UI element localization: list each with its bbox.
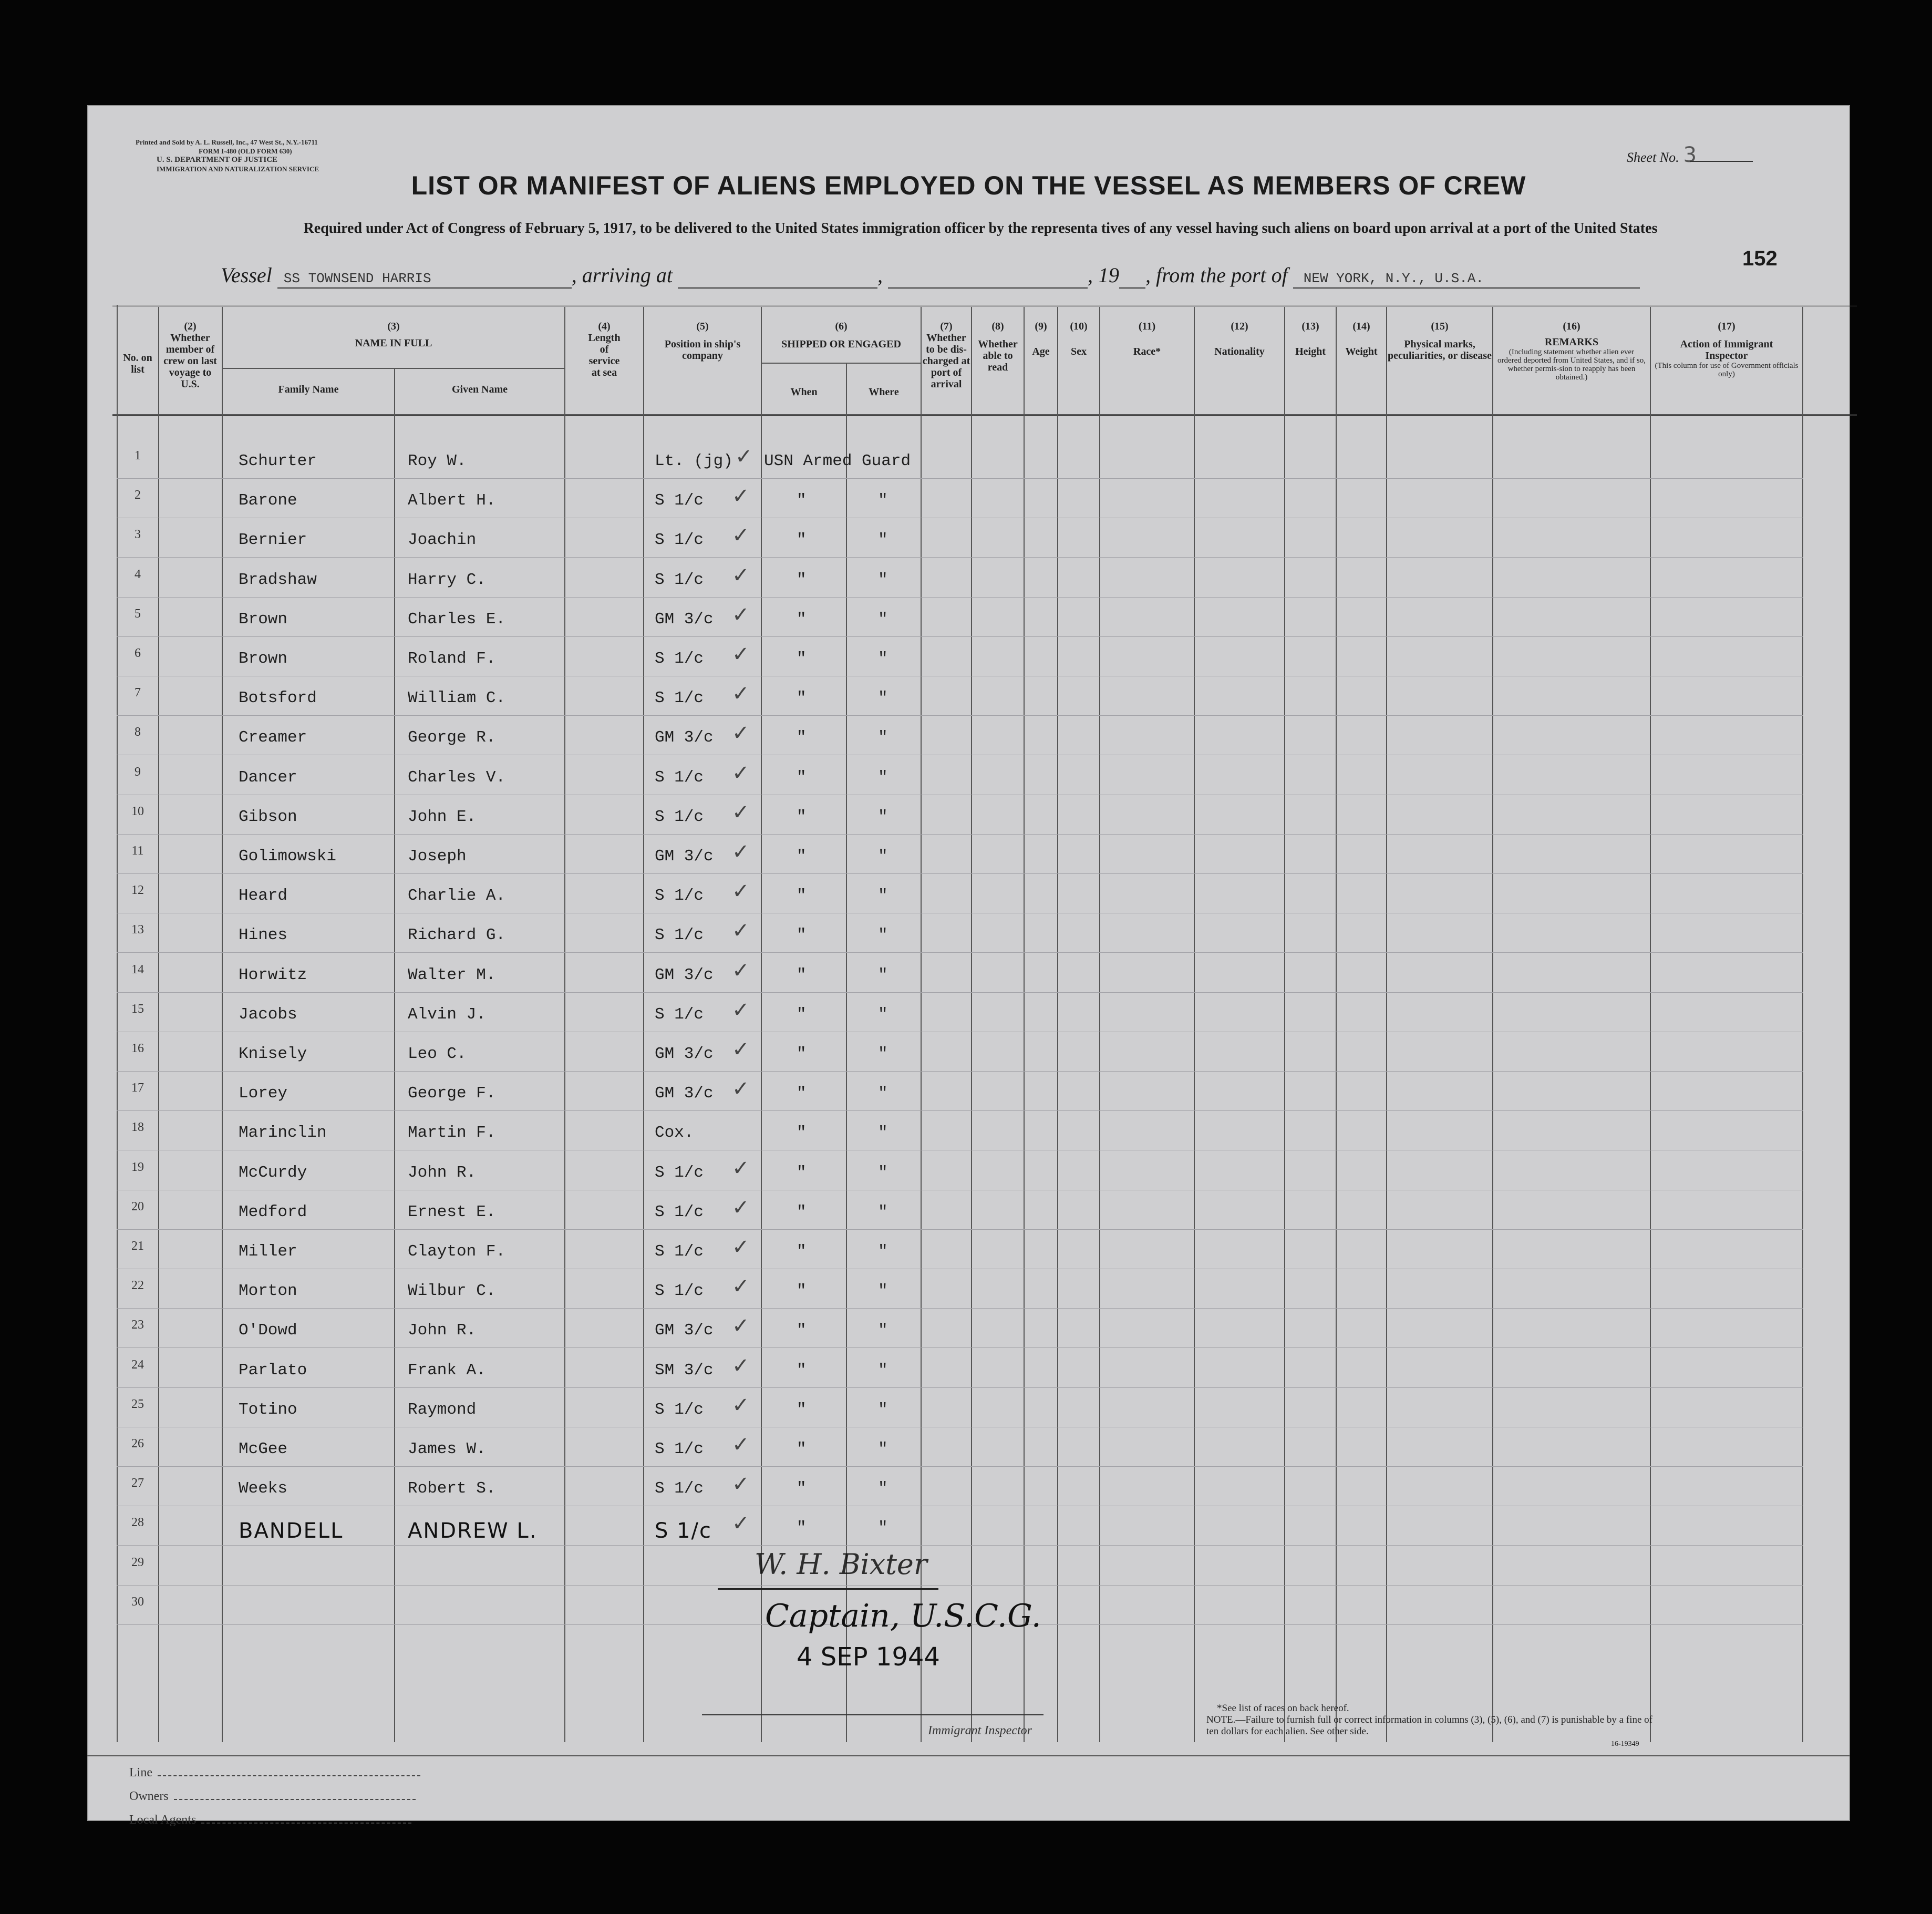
officer-signature: W. H. Bixter	[755, 1548, 927, 1581]
position: S 1/c	[655, 926, 704, 945]
check-mark-icon: ✓	[732, 760, 750, 785]
given-name: Alvin J.	[408, 1005, 486, 1024]
position: S 1/c	[655, 1163, 704, 1182]
when-shipped: "	[797, 1045, 807, 1063]
when-shipped: "	[797, 1124, 807, 1143]
printer-imprint: Printed and Sold by A. L. Russell, Inc., 47 West St., N.Y.-16711 FORM I-480 (OLD FORM 630) U. S. DEPARTMENT OF JUSTICE IMMIGRATION AND NATURALIZATION SERVICE	[136, 138, 319, 173]
position: GM 3/c	[655, 847, 714, 866]
col-able-read: (8) Whether able to read	[978, 321, 1018, 373]
when-shipped: "	[797, 1440, 807, 1458]
where-shipped: "	[878, 1005, 888, 1024]
list-number: 2	[135, 488, 141, 502]
position: S 1/c	[655, 1242, 704, 1261]
position: GM 3/c	[655, 610, 714, 629]
col-given-name: Given Name	[451, 384, 508, 395]
given-name: James W.	[408, 1440, 486, 1458]
given-name: Walter M.	[408, 965, 496, 984]
position: S 1/c	[655, 1202, 704, 1221]
position: S 1/c	[655, 768, 704, 787]
given-name: Robert S.	[408, 1479, 496, 1498]
position: S 1/c	[655, 1440, 704, 1458]
check-mark-icon: ✓	[732, 997, 750, 1022]
col-remarks: (16) REMARKS (Including statement whether alien ever ordered deported from United States, and if so, whether permis-sion to reapply has been obtained.)	[1497, 321, 1646, 382]
where-shipped: "	[878, 1440, 888, 1458]
vessel-line: Vessel SS TOWNSEND HARRIS , arriving at , , 19 , from the port of NEW YORK, N.Y., U.S.A.	[221, 263, 1640, 294]
position: Lt. (jg)	[655, 452, 733, 470]
where-shipped: "	[878, 847, 888, 866]
family-name: Totino	[239, 1400, 297, 1419]
family-name: Brown	[239, 610, 288, 629]
check-mark-icon: ✓	[732, 1235, 750, 1259]
family-name: McGee	[239, 1440, 288, 1458]
family-name: Gibson	[239, 807, 297, 826]
when-shipped: "	[797, 1084, 807, 1103]
family-name: Jacobs	[239, 1005, 297, 1024]
when-shipped: "	[797, 1321, 807, 1340]
given-name: Leo C.	[408, 1045, 467, 1063]
when-shipped: "	[797, 1361, 807, 1380]
where-shipped: "	[878, 689, 888, 708]
col-inspector-action: (17) Action of Immigrant Inspector (This column for use of Government officials only)	[1655, 321, 1799, 378]
check-mark-icon: ✓	[732, 1511, 750, 1536]
position: S 1/c	[655, 1282, 704, 1301]
list-number: 18	[131, 1120, 144, 1135]
given-name: Raymond	[408, 1400, 477, 1419]
check-mark-icon: ✓	[732, 1195, 750, 1220]
col-discharged: (7) Whether to be dis-charged at port of arrival	[922, 321, 970, 390]
family-name: Golimowski	[239, 847, 337, 866]
list-number: 4	[135, 567, 141, 581]
family-name: Lorey	[239, 1084, 288, 1103]
manifest-sheet	[87, 105, 1850, 1827]
when-shipped: "	[797, 965, 807, 984]
family-name: Marinclin	[239, 1124, 327, 1143]
list-number: 19	[131, 1160, 144, 1174]
given-name: Charlie A.	[408, 887, 506, 905]
list-number: 6	[135, 646, 141, 660]
position: GM 3/c	[655, 1084, 714, 1103]
where-shipped: "	[878, 531, 888, 550]
officer-title: Captain, U.S.C.G.	[765, 1598, 1041, 1634]
given-name: William C.	[408, 689, 506, 708]
when-shipped: "	[797, 1202, 807, 1221]
when-shipped: "	[797, 807, 807, 826]
footer-note-races: *See list of races on back hereof.	[1217, 1703, 1349, 1714]
list-number: 15	[131, 1002, 144, 1016]
where-shipped: "	[878, 1479, 888, 1498]
check-mark-icon: ✓	[732, 919, 750, 943]
list-number: 26	[131, 1437, 144, 1450]
col-age: (9) Age	[1032, 321, 1050, 357]
date-stamp: 4 SEP 1944	[797, 1642, 940, 1672]
when-shipped: "	[797, 1400, 807, 1419]
check-mark-icon: ✓	[732, 1433, 750, 1457]
list-number: 20	[131, 1199, 144, 1213]
given-name: George F.	[408, 1084, 496, 1103]
given-name: John R.	[408, 1163, 477, 1182]
footer-agents-field: Local Agents	[129, 1813, 411, 1827]
given-name: Wilbur C.	[408, 1282, 496, 1301]
list-number: 29	[131, 1555, 144, 1569]
list-number: 22	[131, 1279, 144, 1293]
check-mark-icon: ✓	[732, 1472, 750, 1497]
where-shipped: "	[878, 570, 888, 589]
family-name: Botsford	[239, 689, 317, 708]
family-name: Horwitz	[239, 965, 307, 984]
list-number: 7	[135, 686, 141, 700]
list-number: 14	[131, 962, 144, 976]
col-when: When	[790, 386, 818, 398]
check-mark-icon: ✓	[732, 602, 750, 627]
position: GM 3/c	[655, 728, 714, 747]
col-where: Where	[869, 386, 899, 398]
position: S 1/c	[655, 570, 704, 589]
position: S 1/c	[655, 650, 704, 668]
where-shipped: "	[878, 1282, 888, 1301]
check-mark-icon: ✓	[735, 445, 753, 469]
col-list-no: No. on list	[123, 352, 152, 375]
footer-note-penalty: NOTE.—Failure to furnish full or correct information in columns (3), (5), (6), and (7) is punishable by a fine of ten dollars for each alien. See other side.	[1206, 1714, 1652, 1737]
position: S 1/c	[655, 689, 704, 708]
when-shipped: "	[797, 1519, 807, 1538]
col-physical-marks: (15) Physical marks, peculiarities, or disease	[1388, 321, 1492, 362]
check-mark-icon: ✓	[732, 1077, 750, 1102]
given-name: Roy W.	[408, 452, 467, 470]
family-name: Heard	[239, 887, 288, 905]
given-name: Roland F.	[408, 650, 496, 668]
check-mark-icon: ✓	[732, 958, 750, 983]
family-name: Dancer	[239, 768, 297, 787]
list-number: 25	[131, 1397, 144, 1411]
given-name: Frank A.	[408, 1361, 486, 1380]
position: GM 3/c	[655, 1045, 714, 1063]
footer-owners-field: Owners	[129, 1789, 416, 1804]
position: S 1/c	[655, 1519, 712, 1543]
vessel-name: SS TOWNSEND HARRIS	[283, 271, 431, 286]
list-number: 24	[131, 1357, 144, 1372]
where-shipped: "	[878, 1321, 888, 1340]
check-mark-icon: ✓	[732, 800, 750, 825]
col-sex: (10) Sex	[1070, 321, 1088, 357]
where-shipped: "	[878, 1361, 888, 1380]
footer-form-code: 16-19349	[1611, 1740, 1639, 1748]
when-shipped: "	[797, 1163, 807, 1182]
col-position: (5) Position in ship's company	[664, 321, 741, 362]
check-mark-icon: ✓	[732, 879, 750, 904]
when-shipped: "	[797, 689, 807, 708]
position: GM 3/c	[655, 965, 714, 984]
when-shipped: "	[797, 768, 807, 787]
check-mark-icon: ✓	[732, 1156, 750, 1180]
list-number: 13	[131, 923, 144, 937]
position: S 1/c	[655, 491, 704, 510]
given-name: Joseph	[408, 847, 467, 866]
given-name: Martin F.	[408, 1124, 496, 1143]
position: S 1/c	[655, 1005, 704, 1024]
sheet-number: Sheet No. 3	[1627, 143, 1697, 167]
col-name: (3) NAME IN FULL	[355, 321, 432, 349]
check-mark-icon: ✓	[732, 484, 750, 509]
when-shipped: "	[797, 610, 807, 629]
family-name: Creamer	[239, 728, 307, 747]
when-shipped: "	[797, 926, 807, 945]
where-shipped: "	[878, 728, 888, 747]
family-name: McCurdy	[239, 1163, 307, 1182]
position: S 1/c	[655, 1479, 704, 1498]
list-number: 21	[131, 1239, 144, 1253]
family-name: O'Dowd	[239, 1321, 297, 1340]
family-name: Brown	[239, 650, 288, 668]
immigrant-inspector-label: Immigrant Inspector	[928, 1724, 1032, 1737]
when-shipped: "	[797, 491, 807, 510]
when-shipped: USN Armed Guard	[764, 452, 911, 470]
page-subtitle: Required under Act of Congress of February 5, 1917, to be delivered to the United States immigration officer by the representa tives of any vessel having such aliens on board upon arrival at a port of the United States	[303, 220, 1658, 236]
list-number: 10	[131, 804, 144, 818]
family-name: Parlato	[239, 1361, 307, 1380]
where-shipped: "	[878, 965, 888, 984]
when-shipped: "	[797, 1242, 807, 1261]
family-name: Schurter	[239, 452, 317, 470]
list-number: 8	[135, 725, 141, 739]
position: S 1/c	[655, 887, 704, 905]
where-shipped: "	[878, 1400, 888, 1419]
check-mark-icon: ✓	[732, 563, 750, 588]
when-shipped: "	[797, 847, 807, 866]
when-shipped: "	[797, 887, 807, 905]
list-number: 30	[131, 1594, 144, 1609]
where-shipped: "	[878, 650, 888, 668]
check-mark-icon: ✓	[732, 682, 750, 706]
given-name: Charles V.	[408, 768, 506, 787]
form-code: 152	[1742, 247, 1778, 270]
family-name: Bradshaw	[239, 570, 317, 589]
family-name: Hines	[239, 926, 288, 945]
where-shipped: "	[878, 1202, 888, 1221]
given-name: Harry C.	[408, 570, 486, 589]
port-name: NEW YORK, N.Y., U.S.A.	[1303, 271, 1484, 286]
check-mark-icon: ✓	[732, 721, 750, 746]
list-number: 16	[131, 1042, 144, 1055]
where-shipped: "	[878, 1242, 888, 1261]
position: GM 3/c	[655, 1321, 714, 1340]
given-name: Clayton F.	[408, 1242, 506, 1261]
check-mark-icon: ✓	[732, 1353, 750, 1378]
list-number: 5	[135, 606, 141, 621]
position: Cox.	[655, 1124, 694, 1143]
family-name: Knisely	[239, 1045, 307, 1063]
list-number: 9	[135, 765, 141, 779]
col-crew-last-voyage: (2) Whether member of crew on last voyage to U.S.	[163, 321, 217, 390]
given-name: Albert H.	[408, 491, 496, 510]
where-shipped: "	[878, 1045, 888, 1063]
check-mark-icon: ✓	[732, 523, 750, 548]
list-number: 23	[131, 1318, 144, 1332]
col-length-service: (4) Length of service at sea	[588, 321, 621, 378]
family-name: Barone	[239, 491, 297, 510]
where-shipped: "	[878, 1084, 888, 1103]
family-name: Medford	[239, 1202, 307, 1221]
list-number: 27	[131, 1476, 144, 1490]
check-mark-icon: ✓	[732, 1393, 750, 1417]
given-name: John E.	[408, 807, 477, 826]
check-mark-icon: ✓	[732, 642, 750, 666]
when-shipped: "	[797, 531, 807, 550]
where-shipped: "	[878, 1124, 888, 1143]
when-shipped: "	[797, 728, 807, 747]
position: SM 3/c	[655, 1361, 714, 1380]
given-name: George R.	[408, 728, 496, 747]
where-shipped: "	[878, 887, 888, 905]
given-name: Charles E.	[408, 610, 506, 629]
given-name: ANDREW L.	[408, 1519, 538, 1543]
list-number: 12	[131, 883, 144, 898]
position: S 1/c	[655, 807, 704, 826]
col-weight: (14) Weight	[1345, 321, 1378, 357]
when-shipped: "	[797, 1479, 807, 1498]
where-shipped: "	[878, 807, 888, 826]
list-number: 28	[131, 1516, 144, 1530]
when-shipped: "	[797, 650, 807, 668]
position: S 1/c	[655, 531, 704, 550]
list-number: 11	[131, 844, 144, 858]
check-mark-icon: ✓	[732, 1314, 750, 1339]
check-mark-icon: ✓	[732, 1037, 750, 1062]
family-name: Miller	[239, 1242, 297, 1261]
when-shipped: "	[797, 1005, 807, 1024]
when-shipped: "	[797, 1282, 807, 1301]
list-number: 1	[135, 449, 141, 462]
when-shipped: "	[797, 570, 807, 589]
given-name: Ernest E.	[408, 1202, 496, 1221]
col-shipped-engaged: (6) SHIPPED OR ENGAGED	[781, 321, 901, 350]
page-title: LIST OR MANIFEST OF ALIENS EMPLOYED ON THE VESSEL AS MEMBERS OF CREW	[411, 171, 1526, 200]
col-race: (11) Race*	[1133, 321, 1161, 357]
where-shipped: "	[878, 926, 888, 945]
family-name: BANDELL	[239, 1519, 344, 1543]
footer-line-field: Line	[129, 1766, 420, 1780]
where-shipped: "	[878, 491, 888, 510]
given-name: Richard G.	[408, 926, 506, 945]
given-name: Joachin	[408, 531, 477, 550]
check-mark-icon: ✓	[732, 1274, 750, 1299]
where-shipped: "	[878, 768, 888, 787]
col-nationality: (12) Nationality	[1214, 321, 1265, 357]
list-number: 17	[131, 1081, 144, 1095]
family-name: Bernier	[239, 531, 307, 550]
col-family-name: Family Name	[278, 384, 339, 395]
check-mark-icon: ✓	[732, 840, 750, 864]
list-number: 3	[135, 528, 141, 542]
col-height: (13) Height	[1295, 321, 1326, 357]
where-shipped: "	[878, 610, 888, 629]
position: S 1/c	[655, 1400, 704, 1419]
where-shipped: "	[878, 1163, 888, 1182]
where-shipped: "	[878, 1519, 888, 1538]
family-name: Weeks	[239, 1479, 288, 1498]
given-name: John R.	[408, 1321, 477, 1340]
family-name: Morton	[239, 1282, 297, 1301]
